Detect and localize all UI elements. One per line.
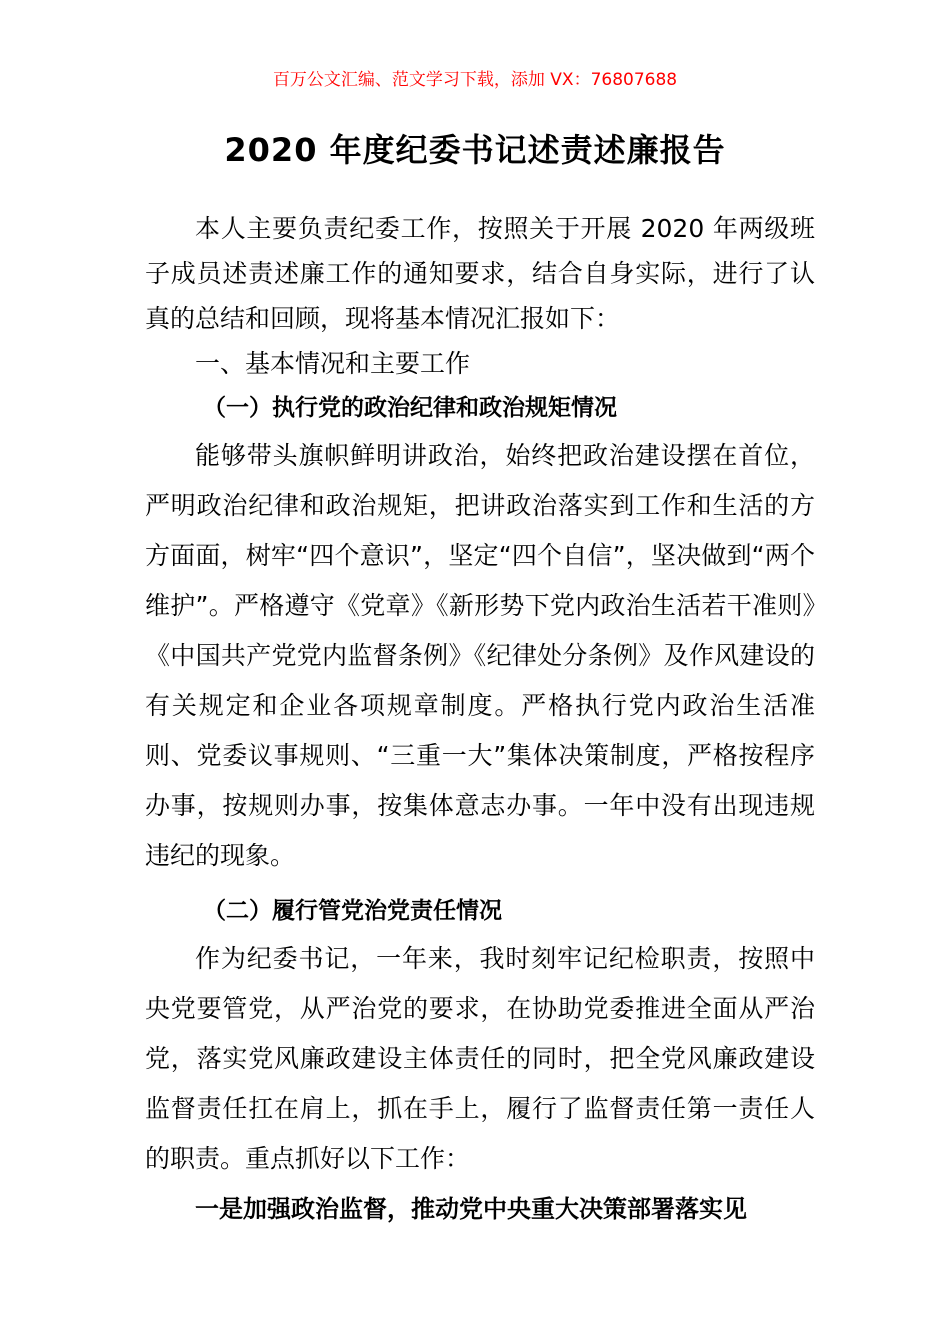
document-body (145, 206, 815, 1234)
section-heading-1: 一、基本情况和主要工作 (195, 349, 471, 378)
lead-sentence-political-supervision: 一是加强政治监督，推动党中央重大决策部署落实见 (195, 1195, 747, 1223)
watermark-banner: 百万公文汇编、范文学习下载，添加 VX：76807688 (272, 70, 678, 90)
subsection-heading-2: （二）履行管党治党责任情况 (203, 898, 502, 924)
paragraph-political-discipline: 能够带头旗帜鲜明讲政治，始终把政治建设摆在首位，严明政治纪律和政治规矩，把讲政治落实到工作和生活的方方面面，树牢“四个意识”，坚定“四个自信”，坚决做到“两个维护”。严格遵守《党章》《新形势下党内政治生活若干准则》《中国共产党党内监督条例》《纪律处分条例》及作风建设的有关规定和企业各项规章制度。严格执行党内政治生活准则、党委议事规则、“三重一大”集体决策制度，严格按程序办事，按规则办事，按集体意志办事。一年中没有出现违规违纪的现象。 (145, 441, 815, 870)
intro-paragraph: 本人主要负责纪委工作，按照关于开展 2020 年两级班子成员述责述廉工作的通知要求，结合自身实际，进行了认真的总结和回顾，现将基本情况汇报如下： (145, 214, 815, 333)
document-title: 2020 年度纪委书记述责述廉报告 (224, 131, 726, 169)
paragraph-party-governance: 作为纪委书记，一年来，我时刻牢记纪检职责，按照中央党要管党，从严治党的要求，在协助党委推进全面从严治党，落实党风廉政建设主体责任的同时，把全党风廉政建设监督责任扛在肩上，抓在手上，履行了监督责任第一责任人的职责。重点抓好以下工作： (145, 944, 815, 1173)
subsection-heading-1: （一）执行党的政治纪律和政治规矩情况 (203, 395, 617, 421)
